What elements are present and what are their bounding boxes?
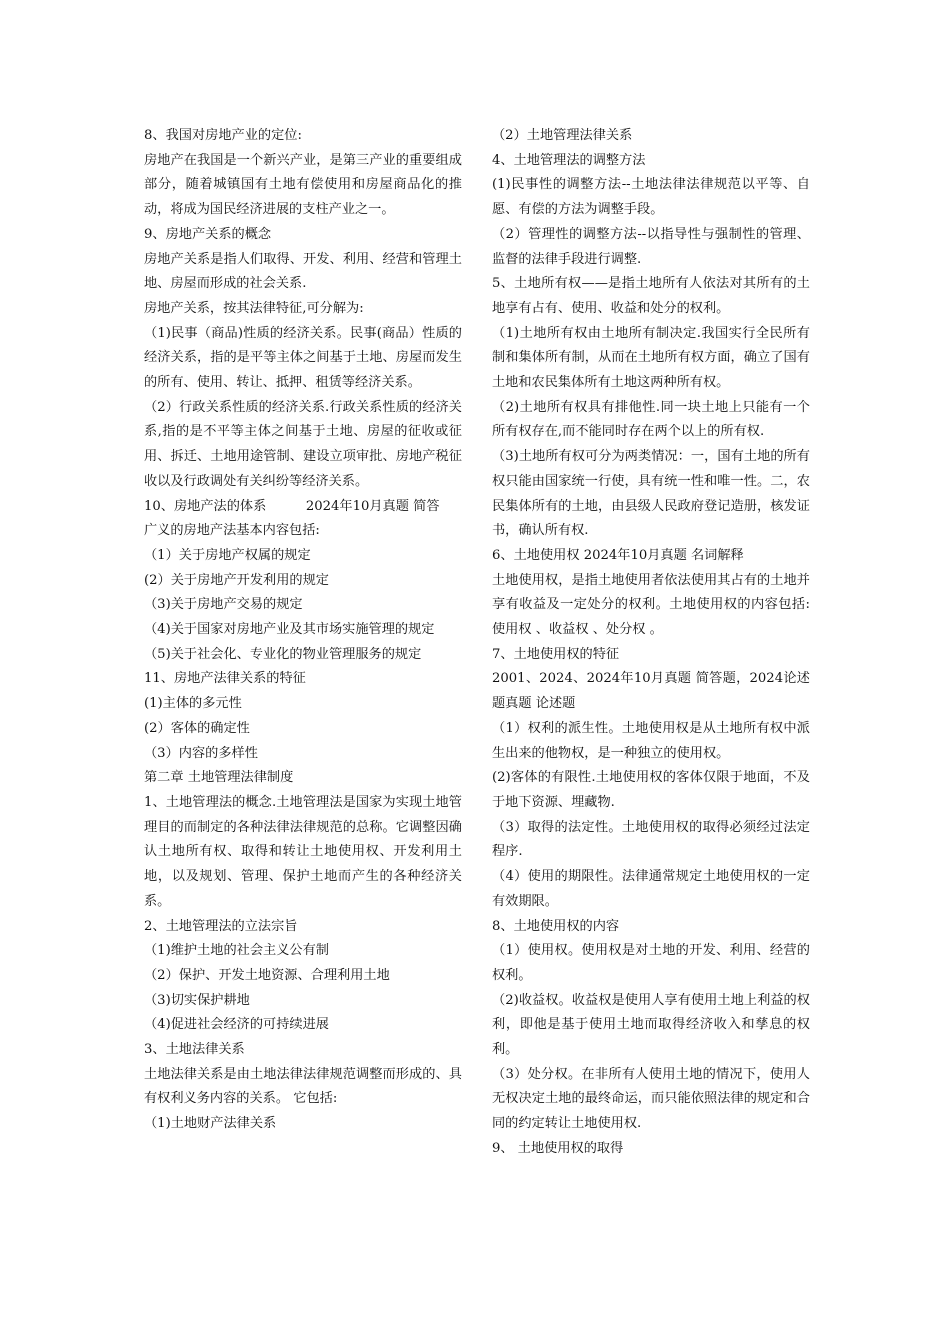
paragraph: （2）土地管理法律关系 <box>492 128 633 143</box>
paragraph: 2001、2024、2024年10月真题 简答题，2024论述题真题 论述题 <box>492 671 810 712</box>
paragraph: （1)维护土地的社会主义公有制 <box>144 943 329 959</box>
paragraph: 9、 土地使用权的取得 <box>492 1140 624 1156</box>
paragraph: （3)关于房地产交易的规定 <box>144 597 303 613</box>
paragraph: （4）使用的期限性。法律通常规定土地使用权的一定有效期限。 <box>492 869 810 909</box>
paragraph: 4、土地管理法的调整方法 <box>492 152 646 168</box>
paragraph: (2）关于房地产开发利用的规定 <box>144 572 329 588</box>
paragraph: （1）关于房地产权属的规定 <box>144 547 311 563</box>
paragraph: （1)民事（商品)性质的经济关系。民事(商品）性质的经济关系，指的是平等主体之间基于土地、房屋而发生的所有、使用、转让、抵押、租赁等经济关系。 <box>144 325 462 391</box>
paragraph: （2)收益权。收益权是使用人享有使用土地上利益的权利，即他是基于使用土地而取得经济收入和孳息的权利。 <box>492 992 810 1058</box>
paragraph: （1）使用权。使用权是对土地的开发、利用、经营的权利。 <box>492 943 810 983</box>
paragraph: (2）客体的确定性 <box>144 720 250 736</box>
paragraph: 房地产关系是指人们取得、开发、利用、经营和管理土地、房屋而形成的社会关系. <box>144 251 462 292</box>
paragraph: （2）行政关系性质的经济关系.行政关系性质的经济关系,指的是不平等主体之间基于土地、房屋的征收或征用、拆迁、土地用途管制、建设立项审批、房地产税征收以及行政调处有关纠纷等经济关系。 <box>144 399 462 489</box>
paragraph: （1)土地财产法律关系 <box>144 1116 277 1132</box>
paragraph: 5、土地所有权——是指土地所有人依法对其所有的土地享有占有、使用、收益和处分的权利。 <box>492 276 810 316</box>
paragraph: （3）取得的法定性。土地使用权的取得必须经过法定程序. <box>492 819 810 860</box>
paragraph: （5)关于社会化、专业化的物业管理服务的规定 <box>144 646 422 662</box>
paragraph: 10、房地产法的体系 2024年10月真题 简答 <box>144 498 440 514</box>
paragraph: （3）内容的多样性 <box>144 745 258 761</box>
paragraph: （2）保护、开发土地资源、合理利用土地 <box>144 967 390 983</box>
paragraph: 3、土地法律关系 <box>144 1042 245 1058</box>
paragraph: （2）管理性的调整方法--以指导性与强制性的管理、监督的法律手段进行调整. <box>492 226 810 267</box>
paragraph: 土地使用权，是指土地使用者依法使用其占有的土地并享有收益及一定处分的权利。土地使用权的内容包括:使用权 、收益权 、处分权 。 <box>492 572 810 638</box>
paragraph: 6、土地使用权 2024年10月真题 名词解释 <box>492 547 744 563</box>
paragraph: 第二章 土地管理法律制度 <box>144 770 294 786</box>
paragraph: 11、房地产法律关系的特征 <box>144 671 306 687</box>
paragraph: （1）权利的派生性。土地使用权是从土地所有权中派生出来的他物权，是一种独立的使用权。 <box>492 720 810 761</box>
paragraph: 1、土地管理法的概念.土地管理法是国家为实现土地管理目的而制定的各种法律法律规范的总称。它调整因确认土地所有权、取得和转让土地使用权、开发利用土地，以及规划、管理、保护土地而产生的各种经济关系。 <box>144 794 462 909</box>
paragraph: （4)促进社会经济的可持续进展 <box>144 1017 329 1033</box>
paragraph: 房地产关系，按其法律特征,可分解为: <box>144 300 364 316</box>
left-column <box>144 124 462 1137</box>
paragraph: (2)客体的有限性.土地使用权的客体仅限于地面，不及于地下资源、埋藏物. <box>492 770 810 810</box>
paragraph: （1)土地所有权由土地所有制决定.我国实行全民所有制和集体所有制，从而在土地所有权方面，确立了国有土地和农民集体所有土地这两种所有权。 <box>492 325 810 391</box>
paragraph: （3)土地所有权可分为两类情况：一，国有土地的所有权只能由国家统一行使，具有统一性和唯一性。二，农民集体所有的土地，由县级人民政府登记造册，核发证书，确认所有权. <box>492 449 810 539</box>
paragraph: (1)主体的多元性 <box>144 696 242 712</box>
paragraph: 2、土地管理法的立法宗旨 <box>144 918 298 934</box>
paragraph: 8、我国对房地产业的定位: <box>144 128 302 143</box>
paragraph: （3)切实保护耕地 <box>144 992 250 1008</box>
paragraph: （2)土地所有权具有排他性.同一块土地上只能有一个所有权存在,而不能同时存在两个以上的所有权. <box>492 399 810 440</box>
paragraph: 8、土地使用权的内容 <box>492 918 620 934</box>
paragraph: 7、土地使用权的特征 <box>492 646 620 662</box>
paragraph: 土地法律关系是由土地法律法律规范调整而形成的、具有权利义务内容的关系。 它包括: <box>144 1066 462 1107</box>
paragraph: 广义的房地产法基本内容包括: <box>144 523 320 539</box>
paragraph: 房地产在我国是一个新兴产业，是第三产业的重要组成部分，随着城镇国有土地有偿使用和房屋商品化的推动，将成为国民经济进展的支柱产业之一。 <box>144 152 462 218</box>
paragraph: 9、房地产关系的概念 <box>144 226 272 242</box>
paragraph: （3）处分权。在非所有人使用土地的情况下，使用人无权决定土地的最终命运，而只能依照法律的规定和合同的约定转让土地使用权. <box>492 1066 810 1132</box>
right-column <box>492 124 810 1162</box>
paragraph: (1)民事性的调整方法--土地法律法律规范以平等、自愿、有偿的方法为调整手段。 <box>492 177 810 218</box>
paragraph: （4)关于国家对房地产业及其市场实施管理的规定 <box>144 622 435 638</box>
